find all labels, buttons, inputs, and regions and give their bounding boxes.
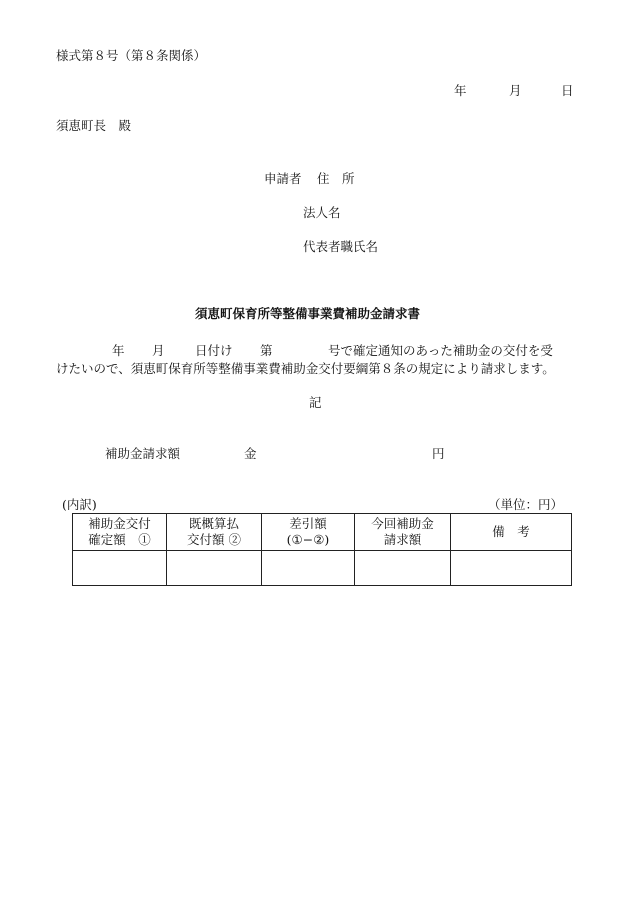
date-year: 年: [454, 83, 467, 98]
body-day-dated: 日付け: [195, 343, 233, 358]
header-current-request: 今回補助金 請求額: [355, 514, 451, 551]
header-confirmed-amount: 補助金交付 確定額 ①: [73, 514, 167, 551]
form-number: 様式第８号（第８条関係）: [56, 48, 207, 63]
ki-heading: 記: [309, 395, 322, 410]
body-year: 年: [112, 343, 125, 358]
addressee: 須恵町長 殿: [56, 118, 132, 133]
header-difference: 差引額 (①−②): [262, 514, 355, 551]
body-line-2: けたいので、須恵町保育所等整備事業費補助金交付要綱第８条の規定により請求します。: [56, 361, 555, 376]
breakdown-data-row: [73, 551, 572, 586]
body-no-prefix: 第: [260, 343, 273, 358]
date-day: 日: [561, 83, 574, 98]
applicant-address-label: 住 所: [317, 171, 355, 186]
request-amount-prefix: 金: [244, 446, 257, 461]
header-remarks: 備 考: [451, 514, 572, 551]
breakdown-header-row: [73, 514, 572, 551]
cell-confirmed-amount[interactable]: [73, 551, 167, 586]
breakdown-unit: （単位：円）: [488, 497, 564, 512]
breakdown-label: (内訳): [62, 497, 97, 512]
request-amount-label: 補助金請求額: [105, 446, 181, 461]
header-prepaid-amount: 既概算払 交付額 ②: [167, 514, 262, 551]
body-month: 月: [152, 343, 165, 358]
cell-current-request[interactable]: [355, 551, 451, 586]
cell-difference[interactable]: [262, 551, 355, 586]
breakdown-table: [72, 513, 572, 586]
cell-remarks[interactable]: [451, 551, 572, 586]
applicant-representative-label: 代表者職氏名: [303, 239, 379, 254]
date-month: 月: [509, 83, 522, 98]
applicant-label: 申請者: [264, 171, 302, 186]
applicant-corp-name-label: 法人名: [303, 205, 341, 220]
request-amount-unit: 円: [432, 446, 445, 461]
document-title: 須恵町保育所等整備事業費補助金請求書: [195, 306, 421, 321]
cell-prepaid-amount[interactable]: [167, 551, 262, 586]
body-line-1-rest: 号で確定通知のあった補助金の交付を受: [328, 343, 553, 358]
